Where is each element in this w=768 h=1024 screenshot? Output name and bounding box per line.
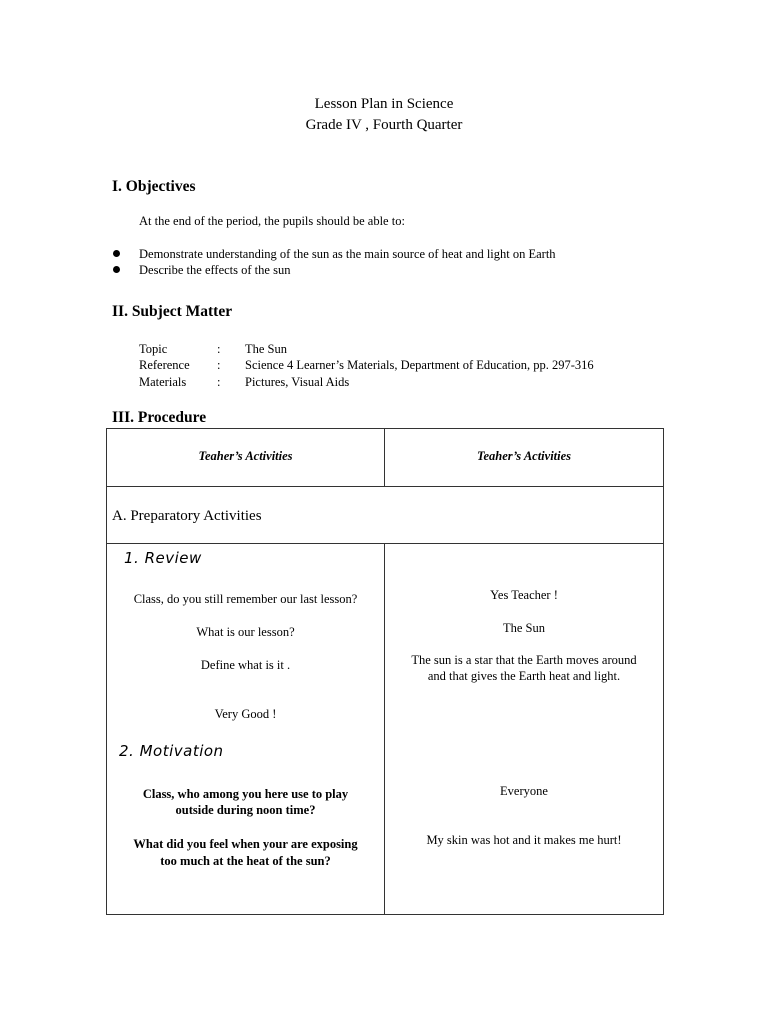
bullet-icon — [113, 250, 120, 257]
subject-matter-heading: II. Subject Matter — [112, 303, 233, 320]
subject-value-reference: Science 4 Learner’s Materials, Department of Education, pp. 297-316 — [245, 358, 594, 372]
table-divider — [106, 543, 664, 544]
table-border-bottom — [106, 914, 664, 915]
subject-separator: : — [217, 358, 221, 372]
table-border-right — [663, 428, 664, 915]
motivation-label: 2. Motivation — [119, 742, 224, 760]
column-header-teacher: Teaher’s Activities — [198, 449, 293, 463]
subject-label-materials: Materials — [139, 375, 187, 389]
table-divider — [106, 486, 664, 487]
procedure-heading: III. Procedure — [112, 409, 207, 426]
review-teacher-line: Define what is it . — [200, 658, 291, 672]
objectives-intro: At the end of the period, the pupils should be able to: — [139, 214, 405, 228]
objective-item: Describe the effects of the sun — [139, 263, 291, 277]
subject-label-reference: Reference — [139, 358, 190, 372]
section-preparatory-activities: A. Preparatory Activities — [112, 508, 262, 524]
table-border-top — [106, 428, 664, 429]
review-teacher-line: Class, do you still remember our last lesson? — [133, 592, 358, 606]
motivation-pupil-line: My skin was hot and it makes me hurt! — [426, 833, 622, 847]
motivation-teacher-line: What did you feel when your are exposing — [133, 837, 358, 851]
subject-label-topic: Topic — [139, 342, 168, 356]
subject-separator: : — [217, 375, 221, 389]
review-pupil-line: The Sun — [502, 621, 545, 635]
review-pupil-line: and that gives the Earth heat and light. — [427, 669, 621, 683]
document-title: Lesson Plan in Science — [314, 96, 454, 112]
review-pupil-line: Yes Teacher ! — [490, 588, 558, 602]
motivation-teacher-line: Class, who among you here use to play — [142, 787, 349, 801]
review-pupil-line: The sun is a star that the Earth moves around — [411, 653, 637, 667]
document-subtitle: Grade IV , Fourth Quarter — [305, 117, 463, 133]
review-teacher-line: Very Good ! — [214, 707, 277, 721]
subject-value-materials: Pictures, Visual Aids — [245, 375, 350, 389]
motivation-teacher-line: outside during noon time? — [175, 803, 316, 817]
subject-separator: : — [217, 342, 221, 356]
motivation-teacher-line: too much at the heat of the sun? — [160, 854, 331, 868]
column-header-pupil: Teaher’s Activities — [476, 449, 572, 463]
review-label: 1. Review — [124, 549, 202, 567]
motivation-pupil-line: Everyone — [500, 784, 548, 798]
objective-item: Demonstrate understanding of the sun as the main source of heat and light on Earth — [139, 247, 556, 261]
bullet-icon — [113, 266, 120, 273]
review-teacher-line: What is our lesson? — [196, 625, 295, 639]
objectives-heading: I. Objectives — [112, 178, 196, 195]
subject-value-topic: The Sun — [245, 342, 288, 356]
